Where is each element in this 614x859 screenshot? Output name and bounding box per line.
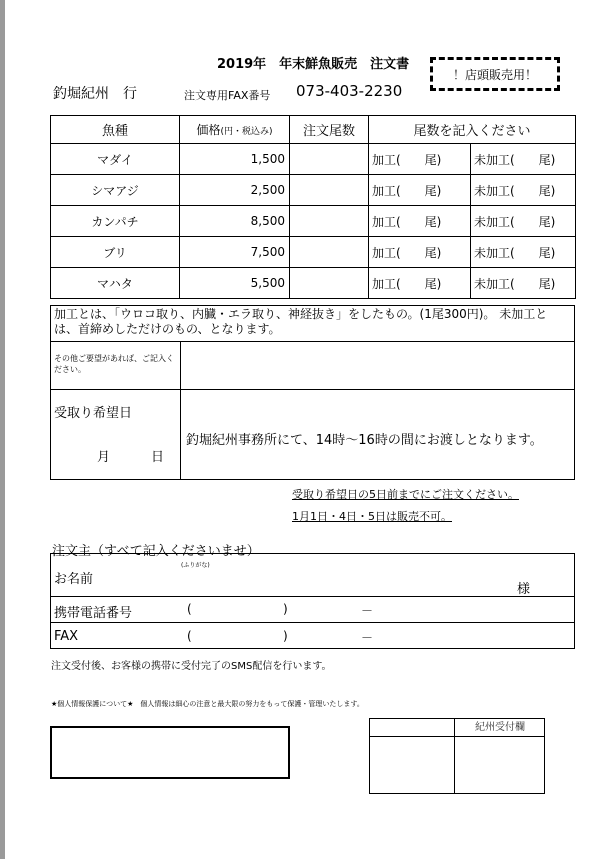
- unprocessed-cell[interactable]: 未加工( 尾): [471, 237, 576, 268]
- pickup-label: 受取り希望日: [54, 406, 133, 421]
- paren-close: ): [283, 629, 288, 643]
- fish-price: 1,500: [180, 144, 290, 175]
- dash: －: [361, 631, 374, 645]
- requests-label: その他ご要望があれば、ご記入ください。: [54, 354, 174, 374]
- fish-price: 7,500: [180, 237, 290, 268]
- table-row: [51, 237, 576, 268]
- order-table: [50, 115, 576, 299]
- unprocessed-cell[interactable]: 未加工( 尾): [471, 175, 576, 206]
- paren-open: (: [187, 629, 192, 643]
- reception-line: [370, 736, 454, 737]
- fish-name: マハタ: [51, 268, 180, 299]
- header-price: 価格(円・税込み): [180, 116, 290, 144]
- table-row: [51, 268, 576, 299]
- deadline-note: 受取り希望日の5日前までにご注文ください。: [292, 488, 519, 501]
- blank-box: [50, 726, 290, 779]
- processed-cell[interactable]: 加工( 尾): [369, 206, 471, 237]
- table-row: [51, 175, 576, 206]
- processed-cell[interactable]: 加工( 尾): [369, 237, 471, 268]
- processing-note: 加工とは、「ウロコ取り、内臓・エラ取り、神経抜き」をしたもの。(1尾300円)。 未加工とは、首締めしただけのもの、となります。: [50, 305, 575, 342]
- mobile-label: 携帯電話番号: [54, 606, 133, 621]
- requests-divider: [180, 342, 181, 389]
- fish-name: ブリ: [51, 237, 180, 268]
- pickup-box: [50, 389, 575, 480]
- processed-cell[interactable]: 加工( 尾): [369, 175, 471, 206]
- unprocessed-cell[interactable]: 未加工( 尾): [471, 268, 576, 299]
- reception-label: 紀州受付欄: [454, 719, 545, 737]
- fax-label: 注文専用FAX番号: [184, 89, 271, 102]
- fish-name: マダイ: [51, 144, 180, 175]
- dash: －: [361, 604, 374, 618]
- honorific: 様: [517, 582, 531, 597]
- pickup-divider: [180, 390, 181, 479]
- processed-cell[interactable]: 加工( 尾): [369, 144, 471, 175]
- pickup-month: 月: [97, 450, 111, 465]
- customer-box: [50, 553, 575, 649]
- left-edge-bar: [0, 0, 5, 859]
- customer-heading: 注文主（すべて記入くださいませ）: [52, 544, 260, 559]
- destination: 釣堀紀州 行: [53, 86, 137, 102]
- customer-fax-label: FAX: [54, 629, 79, 644]
- fish-price: 2,500: [180, 175, 290, 206]
- requests-box: [50, 341, 575, 390]
- fish-name: シマアジ: [51, 175, 180, 206]
- qty-cell[interactable]: [290, 268, 369, 299]
- qty-cell[interactable]: [290, 237, 369, 268]
- store-sale-notice: ！店頭販売用！: [430, 57, 560, 91]
- paren-open: (: [187, 602, 192, 616]
- header-fill: 尾数を記入ください: [369, 116, 576, 144]
- paren-close: ): [283, 602, 288, 616]
- sms-note: 注文受付後、お客様の携帯に受付完了のSMS配信を行います。: [51, 661, 332, 672]
- processed-cell[interactable]: 加工( 尾): [369, 268, 471, 299]
- unprocessed-cell[interactable]: 未加工( 尾): [471, 144, 576, 175]
- reception-divider: [454, 736, 455, 793]
- header-qty: 注文尾数: [290, 116, 369, 144]
- table-row: [51, 144, 576, 175]
- name-label: お名前: [54, 572, 94, 587]
- unprocessed-cell[interactable]: 未加工( 尾): [471, 206, 576, 237]
- fish-price: 8,500: [180, 206, 290, 237]
- furigana-label: (ふりがな): [181, 562, 210, 569]
- qty-cell[interactable]: [290, 206, 369, 237]
- reception-box: [369, 718, 545, 794]
- pickup-day: 日: [151, 450, 165, 465]
- fish-price: 5,500: [180, 268, 290, 299]
- table-row: [51, 206, 576, 237]
- name-row[interactable]: [51, 554, 574, 597]
- pickup-message: 釣堀紀州事務所にて、14時～16時の間にお渡しとなります。: [186, 433, 543, 448]
- qty-cell[interactable]: [290, 175, 369, 206]
- closed-days-note: 1月1日・4日・5日は販売不可。: [292, 510, 452, 523]
- header-fish: 魚種: [51, 116, 180, 144]
- qty-cell[interactable]: [290, 144, 369, 175]
- fax-number: 073-403-2230: [296, 82, 403, 100]
- page-title: 2019年 年末鮮魚販売 注文書: [217, 57, 410, 72]
- table-header-row: [51, 116, 576, 144]
- privacy-note: ★個人情報保護について★ 個人情報は細心の注意と最大限の努力をもって保護・管理いたします。: [51, 700, 364, 708]
- fish-name: カンパチ: [51, 206, 180, 237]
